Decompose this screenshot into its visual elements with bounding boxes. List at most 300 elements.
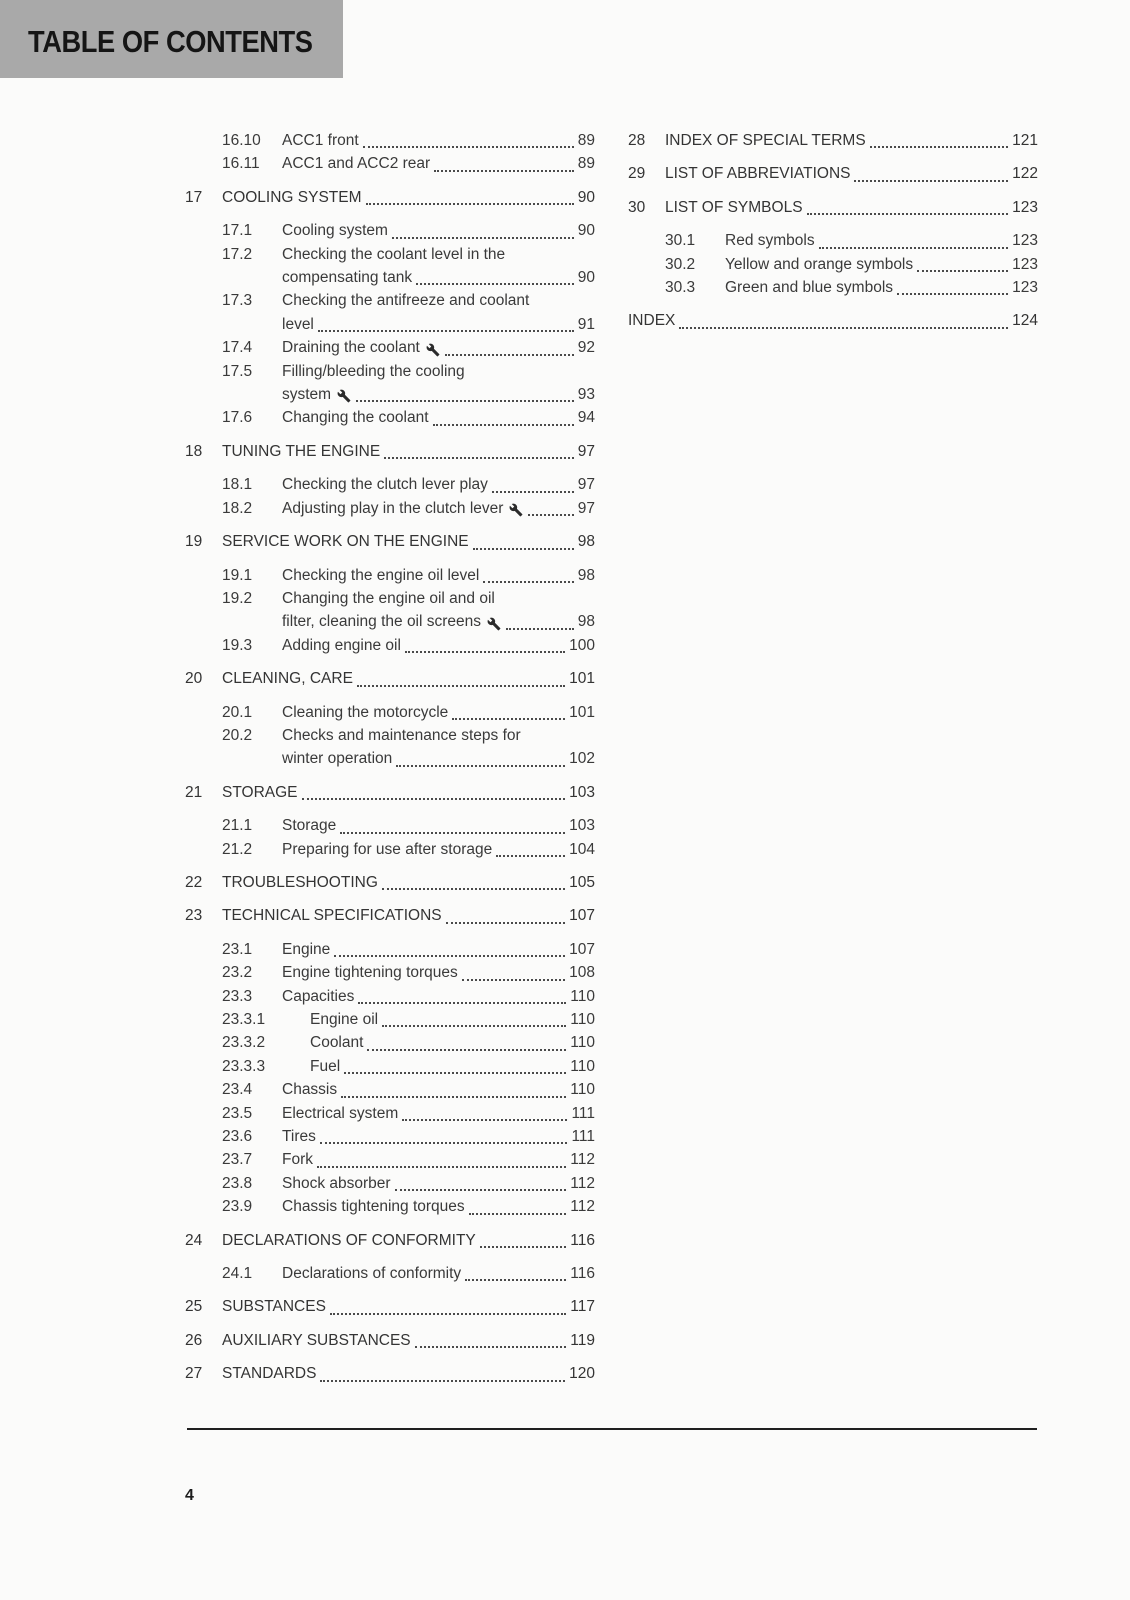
toc-entry-number: 17 (185, 188, 203, 206)
dot-leader (340, 832, 565, 834)
dot-leader (320, 1380, 565, 1382)
toc-entry (185, 814, 595, 837)
toc-entry (185, 634, 595, 657)
toc-entry-title: Cleaning the motorcycle (282, 703, 449, 721)
toc-entry-line (222, 1329, 595, 1352)
toc-entry-body (725, 276, 1038, 299)
toc-entry-title: Changing the engine oil and oil (282, 589, 495, 607)
dot-leader (334, 955, 565, 957)
toc-entry-number: 17.1 (222, 222, 253, 240)
toc-entry-body (725, 253, 1038, 276)
toc-entry-line (222, 781, 595, 804)
toc-entry-title: TECHNICAL SPECIFICATIONS (222, 907, 442, 925)
toc-entry-page: 91 (577, 315, 595, 333)
toc-entry (185, 701, 595, 724)
toc-entry-line (310, 1008, 595, 1031)
toc-entry-title: SERVICE WORK ON THE ENGINE (222, 533, 469, 551)
dot-leader (356, 400, 574, 402)
toc-entry-number: 24.1 (222, 1265, 253, 1283)
toc-entry (185, 1078, 595, 1101)
toc-entry-title: STANDARDS (222, 1365, 317, 1383)
toc-entry-page: 101 (569, 703, 595, 721)
toc-entry-title: compensating tank (282, 269, 413, 287)
toc-entry-number: 21.1 (222, 817, 253, 835)
dot-leader (465, 1279, 566, 1281)
toc-entry-line (282, 289, 595, 312)
toc-entry (185, 336, 595, 359)
toc-entry-title: Engine (282, 940, 331, 958)
dot-leader (405, 651, 565, 653)
toc-entry-page: 89 (577, 155, 595, 173)
toc-entry-line (628, 309, 1038, 332)
dot-leader (344, 1072, 566, 1074)
toc-entry (185, 938, 595, 961)
toc-entry-line (222, 1295, 595, 1318)
toc-entry-body (282, 129, 595, 152)
toc-entry-line (222, 530, 595, 553)
toc-entry-line (665, 129, 1038, 152)
toc-entry-body (222, 781, 595, 804)
toc-entry-number: 23.6 (222, 1128, 253, 1146)
dot-leader (496, 855, 565, 857)
toc-entry-number: 18.1 (222, 476, 253, 494)
toc-entry-body (282, 724, 595, 771)
toc-entry-body (282, 152, 595, 175)
toc-entry-title: LIST OF SYMBOLS (665, 198, 803, 216)
toc-entry (185, 1229, 595, 1252)
toc-entry-line (282, 313, 595, 336)
toc-entry-number: 20.2 (222, 726, 253, 744)
dot-leader (395, 1189, 567, 1191)
toc-entry-number: 21 (185, 783, 203, 801)
dot-leader (483, 581, 573, 583)
toc-entry-number: 23 (185, 907, 203, 925)
dot-leader (402, 1119, 567, 1121)
toc-entry-title: system (282, 386, 332, 404)
toc-entry-number: 20 (185, 670, 203, 688)
toc-entry-page: 108 (569, 964, 595, 982)
dot-leader (317, 1166, 566, 1168)
toc-entry-line (282, 406, 595, 429)
table-of-contents (185, 129, 1038, 1386)
footer-divider-rule (187, 1428, 1037, 1430)
toc-entry-number: 23.3 (222, 987, 253, 1005)
toc-entry-body (282, 1102, 595, 1125)
dot-leader (363, 146, 574, 148)
toc-entry-title: CLEANING, CARE (222, 670, 353, 688)
toc-entry-line (282, 938, 595, 961)
toc-entry-number: 30 (628, 198, 646, 216)
wrench-icon (426, 343, 440, 357)
toc-entry (185, 530, 595, 553)
dot-leader (434, 170, 574, 172)
toc-entry-page: 97 (577, 442, 595, 460)
dot-leader (320, 1142, 568, 1144)
dot-leader (469, 1213, 567, 1215)
toc-entry (185, 129, 595, 152)
toc-entry (185, 1362, 595, 1385)
toc-entry-line (282, 838, 595, 861)
toc-entry-number: 30.1 (665, 232, 696, 250)
toc-entry-line (282, 360, 595, 383)
toc-entry-body (310, 1055, 595, 1078)
toc-entry-line (222, 667, 595, 690)
toc-entry-title: winter operation (282, 750, 393, 768)
toc-entry-body (282, 497, 595, 520)
toc-entry-page: 123 (1012, 255, 1038, 273)
toc-entry-body (310, 1008, 595, 1031)
toc-entry (185, 406, 595, 429)
toc-entry-number: 20.1 (222, 703, 253, 721)
dot-leader (358, 1002, 566, 1004)
toc-entry-line (310, 1055, 595, 1078)
toc-entry (185, 289, 595, 336)
toc-entry-title: Changing the coolant (282, 409, 429, 427)
toc-entry (185, 871, 595, 894)
toc-entry-page: 112 (570, 1151, 595, 1169)
toc-entry-number: 28 (628, 132, 646, 149)
toc-entry-page: 107 (569, 940, 595, 958)
toc-entry-title: filter, cleaning the oil screens (282, 613, 482, 631)
toc-entry-body (222, 1229, 595, 1252)
dot-leader (382, 888, 565, 890)
toc-entry-number: 19.3 (222, 636, 253, 654)
toc-entry-number: 29 (628, 165, 646, 183)
toc-entry-title: ACC1 and ACC2 rear (282, 155, 431, 173)
dot-leader (917, 270, 1008, 272)
toc-entry-title: Engine oil (310, 1011, 379, 1028)
dot-leader (452, 718, 565, 720)
toc-entry (185, 1329, 595, 1352)
toc-entry-number: 19.2 (222, 589, 253, 607)
toc-entry-body (282, 564, 595, 587)
toc-entry-body (282, 1195, 595, 1218)
toc-entry-body (282, 634, 595, 657)
toc-entry-body (222, 530, 595, 553)
toc-entry (185, 219, 595, 242)
toc-entry-page: 94 (577, 409, 595, 427)
toc-entry-body (665, 129, 1038, 152)
header-box (0, 0, 343, 78)
wrench-icon (487, 617, 501, 631)
toc-entry-number: 26 (185, 1331, 203, 1349)
toc-entry-number: 18 (185, 442, 203, 460)
toc-entry-page: 119 (570, 1331, 595, 1349)
dot-leader (416, 283, 574, 285)
toc-entry-title: AUXILIARY SUBSTANCES (222, 1331, 411, 1349)
dot-leader (679, 327, 1008, 329)
toc-entry (185, 587, 595, 634)
toc-entry-title: INDEX OF SPECIAL TERMS (665, 132, 866, 149)
toc-entry-number: 17.5 (222, 362, 253, 380)
toc-entry-number: 30.3 (665, 279, 696, 297)
toc-entry-title: Engine tightening torques (282, 964, 458, 982)
toc-entry-line (282, 634, 595, 657)
dot-leader (382, 1025, 566, 1027)
toc-entry-body (282, 1078, 595, 1101)
toc-entry-page: 101 (569, 670, 595, 688)
toc-entry-page: 112 (570, 1174, 595, 1192)
toc-entry-title: Electrical system (282, 1104, 399, 1122)
toc-entry-body (222, 904, 595, 927)
toc-entry-title: Checking the antifreeze and coolant (282, 292, 530, 310)
toc-entry-line (282, 1262, 595, 1285)
toc-entry-body (282, 1148, 595, 1171)
toc-entry-line (725, 276, 1038, 299)
dot-leader (302, 798, 566, 800)
toc-entry-body (282, 1125, 595, 1148)
toc-entry (185, 1172, 595, 1195)
toc-entry-title: Fork (282, 1151, 313, 1169)
toc-entry-page: 93 (577, 386, 595, 404)
toc-entry (628, 162, 1038, 185)
toc-entry-number: 24 (185, 1231, 203, 1249)
toc-entry-page: 110 (570, 1011, 595, 1028)
toc-entry-line (282, 1102, 595, 1125)
toc-entry-body (282, 985, 595, 1008)
dot-leader (367, 1049, 566, 1051)
toc-entry-body (222, 186, 595, 209)
toc-entry (185, 838, 595, 861)
toc-entry-line (282, 610, 595, 633)
toc-entry-page: 123 (1012, 232, 1038, 250)
toc-entry-line (282, 497, 595, 520)
toc-entry-line (282, 266, 595, 289)
toc-entry-line (725, 229, 1038, 252)
dot-leader (819, 247, 1009, 249)
toc-entry-line (282, 473, 595, 496)
toc-entry-line (222, 186, 595, 209)
dot-leader (492, 491, 574, 493)
toc-entry-line (282, 985, 595, 1008)
toc-entry-title: Checking the clutch lever play (282, 476, 488, 494)
toc-entry-page: 98 (577, 533, 595, 551)
dot-leader (480, 1246, 567, 1248)
toc-entry-number: 27 (185, 1365, 203, 1383)
toc-entry-number: 17.2 (222, 245, 253, 263)
toc-entry-line (222, 1229, 595, 1252)
toc-entry-body (282, 701, 595, 724)
toc-entry-number: 23.1 (222, 940, 253, 958)
toc-entry-title: LIST OF ABBREVIATIONS (665, 165, 851, 183)
toc-entry-body (282, 938, 595, 961)
toc-entry-number: 19.1 (222, 566, 253, 584)
toc-entry-line (222, 904, 595, 927)
toc-entry-body (222, 1329, 595, 1352)
toc-entry-page: 100 (569, 636, 595, 654)
toc-entry-page: 121 (1012, 132, 1038, 149)
toc-entry-body (282, 336, 595, 359)
toc-entry-page: 111 (571, 1128, 595, 1146)
toc-entry-body (282, 219, 595, 242)
toc-entry-body (222, 1362, 595, 1385)
toc-entry-title: STORAGE (222, 783, 298, 801)
dot-leader (433, 424, 574, 426)
toc-entry-line (282, 1078, 595, 1101)
toc-entry (185, 961, 595, 984)
toc-entry-title: Tires (282, 1128, 316, 1146)
toc-entry (185, 243, 595, 290)
toc-entry-line (282, 701, 595, 724)
toc-entry-body (222, 1295, 595, 1318)
toc-entry-number: 23.3.2 (222, 1034, 266, 1052)
toc-entry-line (665, 162, 1038, 185)
toc-entry-number: 16.10 (222, 132, 261, 149)
toc-entry-body (282, 243, 595, 290)
toc-entry-title: TROUBLESHOOTING (222, 873, 378, 891)
toc-entry (185, 186, 595, 209)
toc-entry-line (282, 564, 595, 587)
toc-entry-page: 90 (577, 269, 595, 287)
toc-entry-page: 111 (571, 1104, 595, 1122)
toc-entry-page: 97 (577, 499, 595, 517)
toc-entry-title: SUBSTANCES (222, 1298, 326, 1316)
toc-entry-line (282, 587, 595, 610)
toc-entry (185, 724, 595, 771)
page-title: TABLE OF CONTENTS (28, 24, 313, 59)
toc-entry-title: COOLING SYSTEM (222, 188, 362, 206)
toc-entry-title: Storage (282, 817, 337, 835)
toc-entry-title: Red symbols (725, 232, 815, 250)
dot-leader (506, 628, 574, 630)
toc-entry-number: 23.4 (222, 1081, 253, 1099)
toc-entry-line (282, 724, 595, 747)
toc-entry-number: 16.11 (222, 155, 260, 173)
toc-entry-line (222, 871, 595, 894)
toc-entry (185, 781, 595, 804)
toc-entry-number: 17.3 (222, 292, 253, 310)
toc-entry-body (222, 440, 595, 463)
dot-leader (366, 203, 574, 205)
toc-entry (185, 667, 595, 690)
toc-entry-line (282, 1125, 595, 1148)
toc-entry (185, 1295, 595, 1318)
toc-entry-page: 98 (577, 613, 595, 631)
toc-entry-page: 124 (1012, 312, 1038, 330)
toc-entry-page: 97 (577, 476, 595, 494)
toc-entry-page: 107 (569, 907, 595, 925)
toc-entry-number: 19 (185, 533, 203, 551)
dot-leader (897, 293, 1008, 295)
toc-entry-page: 102 (569, 750, 595, 768)
dot-leader (384, 457, 574, 459)
toc-entry-number: 18.2 (222, 499, 253, 517)
toc-entry-title: Yellow and orange symbols (725, 255, 914, 273)
toc-entry-body (222, 667, 595, 690)
toc-entry-title: Fuel (310, 1057, 341, 1075)
toc-entry (185, 473, 595, 496)
toc-entry-title: Declarations of conformity (282, 1265, 462, 1283)
toc-entry-number: 30.2 (665, 255, 696, 273)
toc-entry-number: 23.5 (222, 1104, 253, 1122)
toc-entry-title: Checking the coolant level in the (282, 245, 506, 263)
dot-leader (870, 146, 1008, 148)
toc-entry-title: Cooling system (282, 222, 388, 240)
toc-entry-page: 123 (1012, 279, 1038, 297)
toc-entry-title: Filling/bleeding the cooling (282, 362, 465, 380)
toc-entry-page: 110 (570, 1081, 595, 1099)
toc-entry-title: ACC1 front (282, 132, 359, 149)
toc-entry-number: 17.6 (222, 409, 253, 427)
toc-entry-body (282, 1262, 595, 1285)
toc-entry (185, 1125, 595, 1148)
toc-entry-page: 110 (570, 1034, 595, 1052)
toc-entry-line (282, 961, 595, 984)
toc-entry-title: Preparing for use after storage (282, 840, 493, 858)
toc-entry (628, 309, 1038, 332)
toc-entry-body (282, 473, 595, 496)
toc-entry-title: Green and blue symbols (725, 279, 894, 297)
toc-entry-title: Adding engine oil (282, 636, 401, 654)
toc-entry-number: 23.2 (222, 964, 253, 982)
toc-entry-number: 25 (185, 1298, 203, 1316)
toc-entry-body (282, 289, 595, 336)
toc-entry-title: Checks and maintenance steps for (282, 726, 521, 744)
toc-entry-title: level (282, 315, 314, 333)
dot-leader (396, 765, 565, 767)
dot-leader (318, 330, 574, 332)
toc-entry-line (310, 1031, 595, 1054)
toc-entry-page: 90 (577, 188, 595, 206)
toc-entry (185, 1148, 595, 1171)
toc-entry-page: 117 (570, 1298, 595, 1316)
toc-entry-line (282, 747, 595, 770)
wrench-icon (509, 503, 523, 517)
toc-entry-page: 98 (577, 566, 595, 584)
toc-entry-number: 23.3.1 (222, 1011, 266, 1028)
toc-entry-body (665, 162, 1038, 185)
toc-entry-title: Draining the coolant (282, 339, 420, 357)
toc-entry-body (222, 871, 595, 894)
toc-entry-page: 105 (569, 873, 595, 891)
toc-entry (185, 440, 595, 463)
toc-entry-page: 103 (569, 783, 595, 801)
dot-leader (854, 180, 1008, 182)
toc-entry (185, 1102, 595, 1125)
toc-entry-page: 122 (1012, 165, 1038, 183)
toc-entry-number: 22 (185, 873, 203, 891)
toc-entry-body (282, 838, 595, 861)
toc-entry-page: 120 (569, 1365, 595, 1383)
dot-leader (341, 1096, 566, 1098)
toc-entry-line (665, 196, 1038, 219)
toc-entry-line (222, 1362, 595, 1385)
toc-entry-title: Adjusting play in the clutch lever (282, 499, 504, 517)
toc-entry-page: 116 (570, 1265, 595, 1283)
toc-entry-page: 112 (570, 1198, 595, 1216)
toc-entry-page: 90 (577, 222, 595, 240)
toc-entry-line (282, 243, 595, 266)
toc-entry (185, 1031, 595, 1054)
toc-entry-body (282, 587, 595, 634)
dot-leader (330, 1313, 566, 1315)
toc-entry-title: TUNING THE ENGINE (222, 442, 381, 460)
dot-leader (446, 922, 566, 924)
toc-entry-title: Capacities (282, 987, 355, 1005)
footer-page-number: 4 (185, 1487, 194, 1504)
toc-entry-page: 116 (570, 1231, 595, 1249)
toc-entry-title: Coolant (310, 1034, 364, 1052)
toc-entry-page: 123 (1012, 198, 1038, 216)
toc-entry-number: 23.8 (222, 1174, 253, 1192)
wrench-icon (337, 389, 351, 403)
toc-entry-page: 89 (577, 132, 595, 149)
toc-entry-title: Chassis tightening torques (282, 1198, 465, 1216)
toc-entry (628, 196, 1038, 219)
toc-entry-number: 21.2 (222, 840, 253, 858)
toc-entry (185, 564, 595, 587)
toc-entry (185, 497, 595, 520)
